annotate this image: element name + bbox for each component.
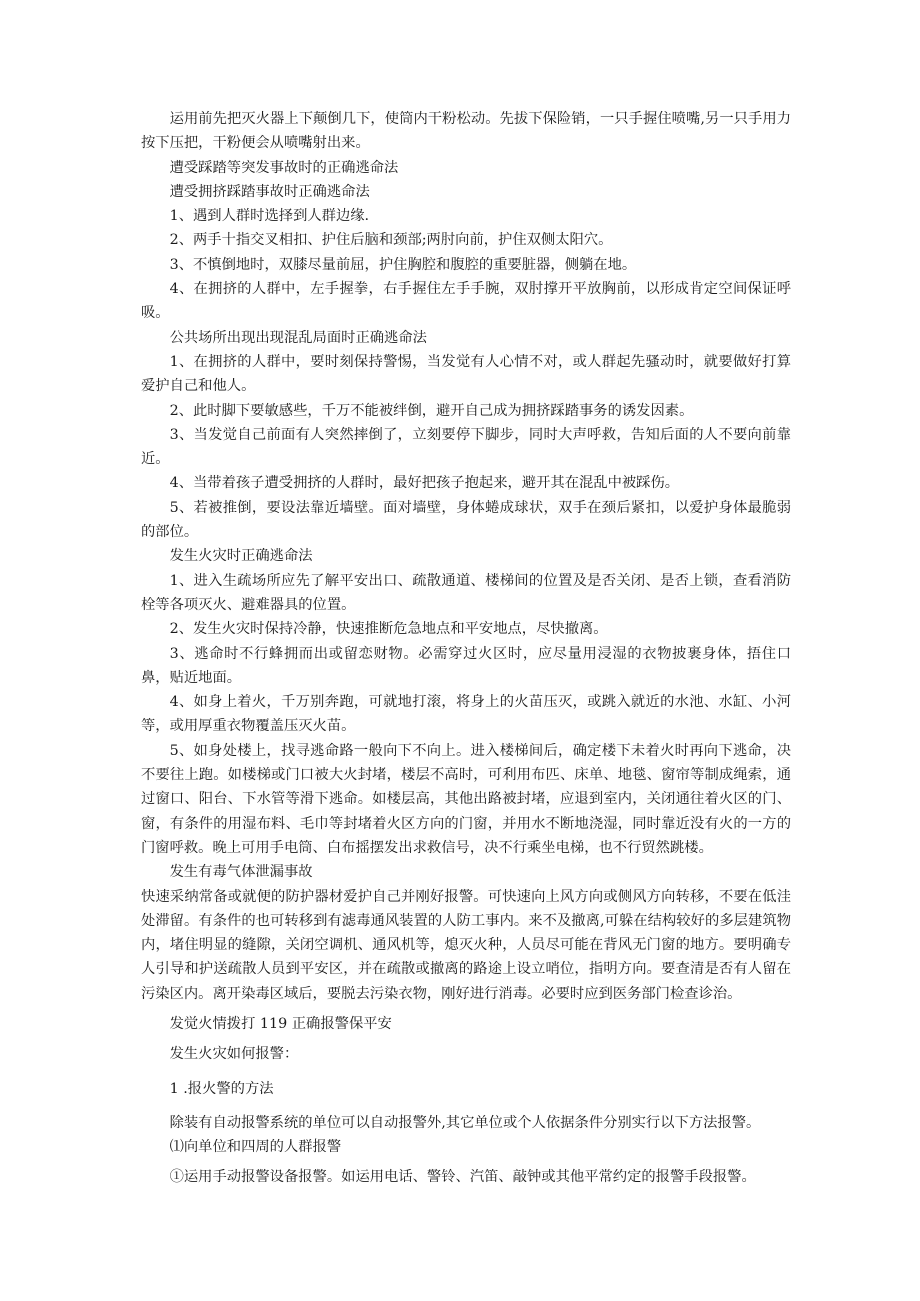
paragraph-report-methods-intro: 除装有自动报警系统的单位可以自动报警外,其它单位或个人依据条件分别实行以下方法报警。: [169, 1114, 761, 1131]
list-item-chaos-3: 3、当发觉自己前面有人突然摔倒了，立刻要停下脚步，同时大声呼救，告知后面的人不要向前靠近。: [141, 426, 791, 468]
list-item-fire-4: 4、如身上着火，千万别奔跑，可就地打滚，将身上的火苗压灭，或跳入就近的水池、水缸、小河等，或用厚重衣物覆盖压灭火苗。: [141, 694, 791, 735]
heading-public-chaos-escape: 公共场所出现出现混乱局面时正确逃命法: [169, 329, 427, 346]
list-item-fire-5: 5、如身处楼上，找寻逃命路一般向下不向上。进入楼梯间后，确定楼下未着火时再向下逃命，决不要往上跑。如楼梯或门口被大火封堵，楼层不高时，可利用布匹、床单、地毯、窗帘等制成绳索，通过窗口、阳台、下水管等滑下逃命。如楼层高，其他出路被封堵，应退到室内，关闭通往着火区的门、窗，有条件的用湿布料、毛巾等封堵着火区方向的门窗，并用水不断地浇湿，同时靠近没有火的一方的门窗呼救。晚上可用手电筒、白布摇摆发出求救信号，决不行乘坐电梯，也不行贸然跳楼。: [141, 742, 791, 856]
list-item-chaos-2: 2、此时脚下要敏感些，千万不能被绊倒，避开自己成为拥挤踩踏事务的诱发因素。: [169, 402, 694, 419]
paragraph-toxic-gas-actions: 快速采纳常备或就便的防护器材爱护自己并刚好报警。可快速向上风方向或侧风方向转移，不要在低洼处滞留。有条件的也可转移到有滤毒通风装置的人防工事内。来不及撤离,可躲在结构较好的多层建筑物内，堵住明显的缝隙，关闭空调机、通风机等，熄灭火种，人员尽可能在背风无门窗的地方。要明确专人引导和护送疏散人员到平安区，并在疏散或撤离的路途上设立哨位，指明方向。要查清是否有人留在污染区内。离开染毒区域后，要脱去污染衣物，刚好进行消毒。必要时应到医务部门检查诊治。: [141, 888, 791, 1002]
heading-stampede-escape: 遭受踩踏等突发事故时的正确逃命法: [169, 159, 399, 176]
subheading-report-method: 1 .报火警的方法: [169, 1080, 274, 1097]
list-item-stampede-2: 2、两手十指交叉相扣、护住后脑和颈部;两肘向前，护住双侧太阳穴。: [169, 232, 613, 249]
heading-how-to-report-fire: 发生火灾如何报警：: [169, 1046, 299, 1063]
list-item-manual-alarm: ①运用手动报警设备报警。如运用电话、警铃、汽笛、敲钟或其他平常约定的报警手段报警。: [169, 1169, 756, 1186]
heading-call-119: 发觉火情拨打 119 正确报警保平安: [169, 1015, 392, 1032]
heading-toxic-gas-leak: 发生有毒气体泄漏事故: [169, 864, 313, 881]
heading-crowd-stampede-escape: 遭受拥挤踩踏事故时正确逃命法: [169, 183, 370, 200]
list-item-fire-1: 1、进入生疏场所应先了解平安出口、疏散通道、楼梯间的位置及是否关闭、是否上锁，查看消防栓等各项灭火、避难器具的位置。: [141, 572, 791, 613]
list-item-fire-2: 2、发生火灾时保持冷静，快速推断危急地点和平安地点，尽快撤离。: [169, 621, 608, 638]
list-item-chaos-4: 4、当带着孩子遭受拥挤的人群时，最好把孩子抱起来，避开其在混乱中被踩伤。: [169, 475, 680, 492]
subheading-alert-nearby-people: ⑴向单位和四周的人群报警: [169, 1139, 342, 1156]
list-item-stampede-4: 4、在拥挤的人群中，左手握拳，右手握住左手手腕，双肘撑开平放胸前，以形成肯定空间保证呼吸。: [141, 281, 791, 322]
list-item-chaos-1: 1、在拥挤的人群中，要时刻保持警惕，当发觉有人心情不对，或人群起先骚动时，就要做好打算爱护自己和他人。: [141, 353, 791, 395]
heading-fire-escape: 发生火灾时正确逃命法: [169, 548, 313, 565]
list-item-stampede-3: 3、不慎倒地时，双膝尽量前屈，护住胸腔和腹腔的重要脏器，侧躺在地。: [169, 256, 637, 273]
list-item-fire-3: 3、逃命时不行蜂拥而出或留恋财物。必需穿过火区时，应尽量用浸湿的衣物披裹身体，捂住口鼻，贴近地面。: [141, 645, 791, 686]
list-item-chaos-5: 5、若被推倒，要设法靠近墙壁。面对墙壁，身体蜷成球状，双手在颈后紧扣，以爱护身体最脆弱的部位。: [141, 499, 791, 541]
document-page: [141, 107, 791, 1190]
paragraph-extinguisher-usage: 运用前先把灭火器上下颠倒几下，使筒内干粉松动。先拔下保险销，一只手握住喷嘴,另一只手用力按下压把，干粉便会从喷嘴射出来。: [141, 111, 791, 152]
list-item-stampede-1: 1、遇到人群时选择到人群边缘.: [169, 208, 370, 225]
